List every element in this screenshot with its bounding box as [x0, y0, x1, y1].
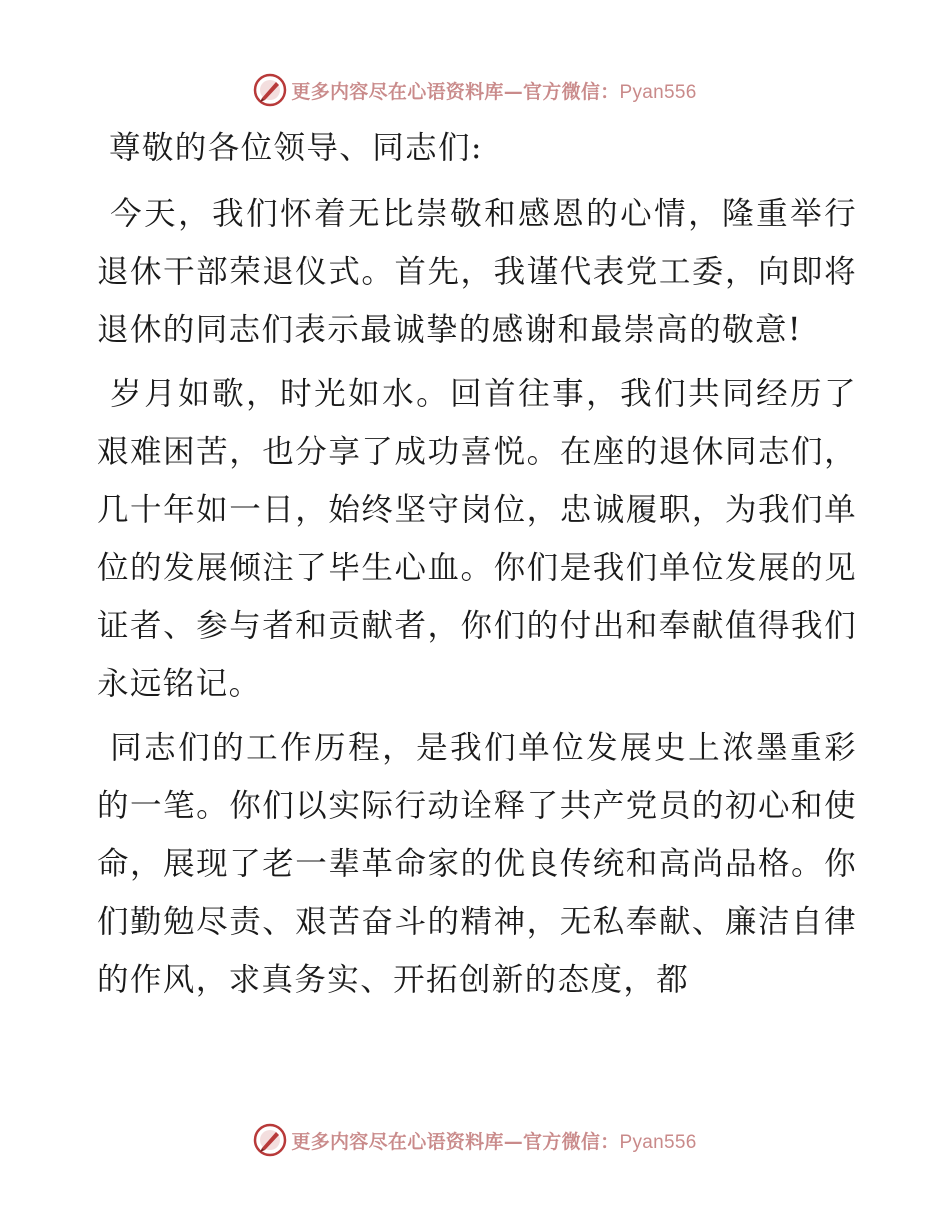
document-body [97, 119, 857, 1015]
header-wechat-id: Pyan556 [619, 81, 697, 103]
pen-logo-icon [253, 73, 287, 107]
paragraph-2: 岁月如歌，时光如水。回首往事，我们共同经历了艰难困苦，也分享了成功喜悦。在座的退休同志们，几十年如一日，始终坚守岗位，忠诚履职，为我们单位的发展倾注了毕生心血。你们是我们单位发展的见证者、参与者和贡献者，你们的付出和奉献值得我们永远铭记。 [97, 376, 857, 702]
paragraph-1: 今天，我们怀着无比崇敬和感恩的心情，隆重举行退休干部荣退仪式。首先，我谨代表党工委，向即将退休的同志们表示最诚挚的感谢和最崇高的敬意! [97, 196, 857, 348]
header-banner [0, 70, 950, 110]
pen-logo-icon [253, 1123, 287, 1157]
paragraph-3: 同志们的工作历程，是我们单位发展史上浓墨重彩的一笔。你们以实际行动诠释了共产党员的初心和使命，展现了老一辈革命家的优良传统和高尚品格。你们勤勉尽责、艰苦奋斗的精神，无私奉献、廉洁自律的作风，求真务实、开拓创新的态度，都 [97, 730, 857, 998]
footer-banner [0, 1120, 950, 1160]
footer-wechat-id: Pyan556 [619, 1131, 697, 1153]
header-banner-text: 更多内容尽在心语资料库—官方微信：Pyan556 [291, 80, 697, 103]
greeting: 尊敬的各位领导、同志们: [109, 130, 483, 166]
footer-banner-text: 更多内容尽在心语资料库—官方微信：Pyan556 [291, 1130, 697, 1153]
